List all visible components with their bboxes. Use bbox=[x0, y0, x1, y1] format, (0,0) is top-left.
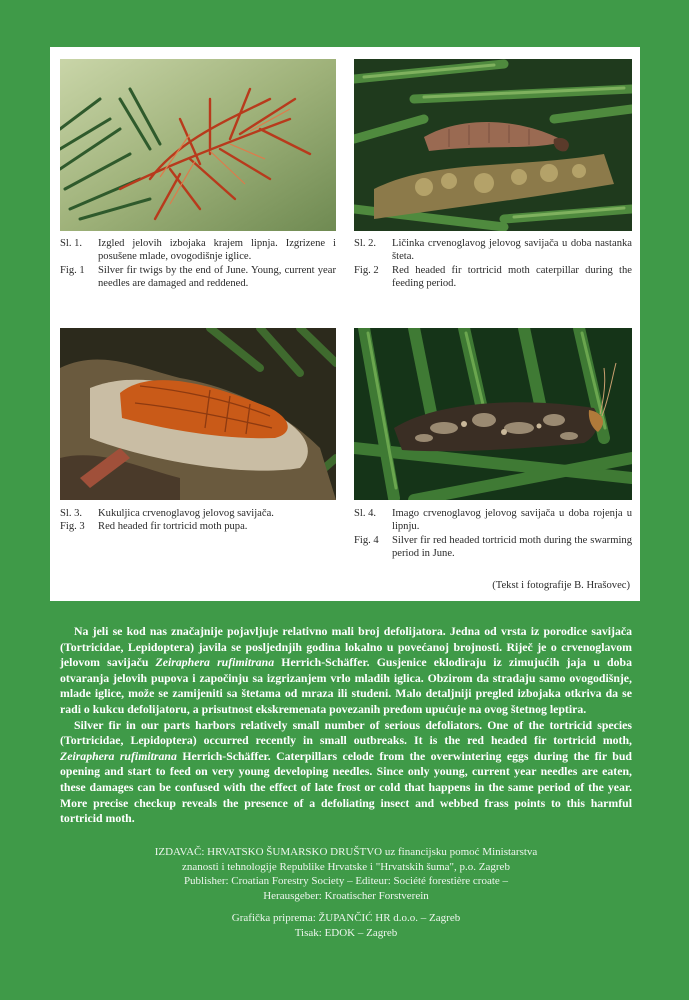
moth-photo bbox=[354, 328, 632, 500]
publisher-line-2: znanosti i tehnologije Republike Hrvatske i "Hrvatskih šuma", p.o. Zagreb bbox=[182, 860, 510, 873]
caption-2-fig-text: Red headed fir tortricid moth caterpillar during the feeding period. bbox=[392, 265, 632, 289]
caption-3-sl-text: Kukuljica crvenoglavog jelovog savijača. bbox=[98, 508, 274, 519]
croatian-paragraph bbox=[60, 624, 632, 718]
croatian-species-name: Zeiraphera rufimitrana bbox=[155, 655, 275, 670]
caption-2-fig-num: Fig. 2 bbox=[354, 265, 379, 277]
publisher-line-4: Herausgeber: Kroatischer Forstverein bbox=[263, 889, 429, 902]
print-line: Tisak: EDOK – Zagreb bbox=[294, 926, 398, 939]
imprint-footer bbox=[60, 845, 632, 940]
caption-3-fig-text: Red headed fir tortricid moth pupa. bbox=[98, 520, 248, 532]
caption-4 bbox=[354, 508, 632, 560]
graphic-prep-line: Grafička priprema: ŽUPANČIĆ HR d.o.o. – Zagreb bbox=[231, 912, 461, 924]
figure-panel bbox=[50, 47, 640, 601]
caption-2-sl-text: Ličinka crvenoglavog jelovog savijača u doba nastanka šteta. bbox=[392, 238, 632, 262]
pupa-photo bbox=[60, 328, 336, 500]
publisher-line-3: Publisher: Croatian Forestry Society – Editeur: Société forestière croate – bbox=[183, 875, 509, 887]
fir-twig-photo bbox=[60, 59, 336, 231]
publisher-line-1: IZDAVAČ: HRVATSKO ŠUMARSKO DRUŠTVO uz financijsku pomoć Ministarstva bbox=[154, 846, 538, 858]
caption-4-sl-text: Imago crvenoglavog jelovog savijača u doba rojenja u lipnju. bbox=[392, 508, 632, 532]
caption-3 bbox=[60, 508, 336, 533]
caption-1-sl-num: Sl. 1. bbox=[60, 238, 83, 249]
caption-2-sl-num: Sl. 2. bbox=[354, 238, 377, 249]
caption-4-fig-text: Silver fir red headed tortricid moth during the swarming period in June. bbox=[392, 535, 632, 559]
english-paragraph bbox=[60, 718, 632, 827]
caption-2 bbox=[354, 238, 632, 290]
caterpillar-photo bbox=[354, 59, 632, 231]
caption-4-fig-num: Fig. 4 bbox=[354, 535, 379, 547]
caption-4-sl-num: Sl. 4. bbox=[354, 508, 377, 519]
caption-1-fig-num: Fig. 1 bbox=[60, 265, 85, 277]
body-text bbox=[60, 624, 632, 827]
english-text-b: Herrich-Schäffer. Caterpillars celode from the overwintering eggs during the fir bud opening and start to feed on very young developing needles. Since only young, current year needles are eaten, these damages can be confused with the effect of late frost or cold that happens in the same period of the year. More precise checkup reveals the presence of a defoliating insect and webbed frass points to this harmful tortricid moth. bbox=[60, 748, 632, 826]
croatian-text-b: Herrich-Schäffer. Gusjenice eklodiraju iz zimujućih jaja u doba otvaranja jelovih pupova i započinju sa izgrizanjem vrlo mladih iglica. Obzirom da stradaju samo ovogodišnje, mlade iglice, može se zamijeniti sa štetama od mraza ili studeni. Malo detaljniji pregled izbojaka otkriva da se radi o kukcu defolijatoru, a prisutnost ekskremenata povezanih pređom upućuje na ovog štetnog leptira. bbox=[60, 655, 632, 716]
caption-3-fig-num: Fig. 3 bbox=[60, 520, 85, 532]
caption-1-sl-text: Izgled jelovih izbojaka krajem lipnja. Izgrizene i posušene mlade, ovogodišnje iglice. bbox=[98, 238, 336, 262]
croatian-text-a: Na jeli se kod nas značajnije pojavljuje relativno mali broj defolijatora. Jedna od vrsta iz porodice savijača (Tortricidae, Lepidoptera) javila se posljednjih godina lokalno u povećanoj brojnosti. Riječ je o crvenoglavom jelovom savijaču bbox=[60, 624, 632, 670]
english-species-name: Zeiraphera rufimitrana bbox=[60, 748, 177, 763]
caption-1 bbox=[60, 238, 336, 290]
caption-3-sl-num: Sl. 3. bbox=[60, 508, 83, 519]
photo-credit: (Tekst i fotografije B. Hrašovec) bbox=[492, 580, 630, 591]
english-text-a: Silver fir in our parts harbors relatively small number of serious defoliators. One of the tortricid species (Tortricidae, Lepidoptera) occurred recently in small outbreaks. It is the red headed fir tortricid moth, bbox=[60, 717, 632, 748]
caption-1-fig-text: Silver fir twigs by the end of June. Young, current year needles are damaged and reddened. bbox=[98, 265, 336, 289]
